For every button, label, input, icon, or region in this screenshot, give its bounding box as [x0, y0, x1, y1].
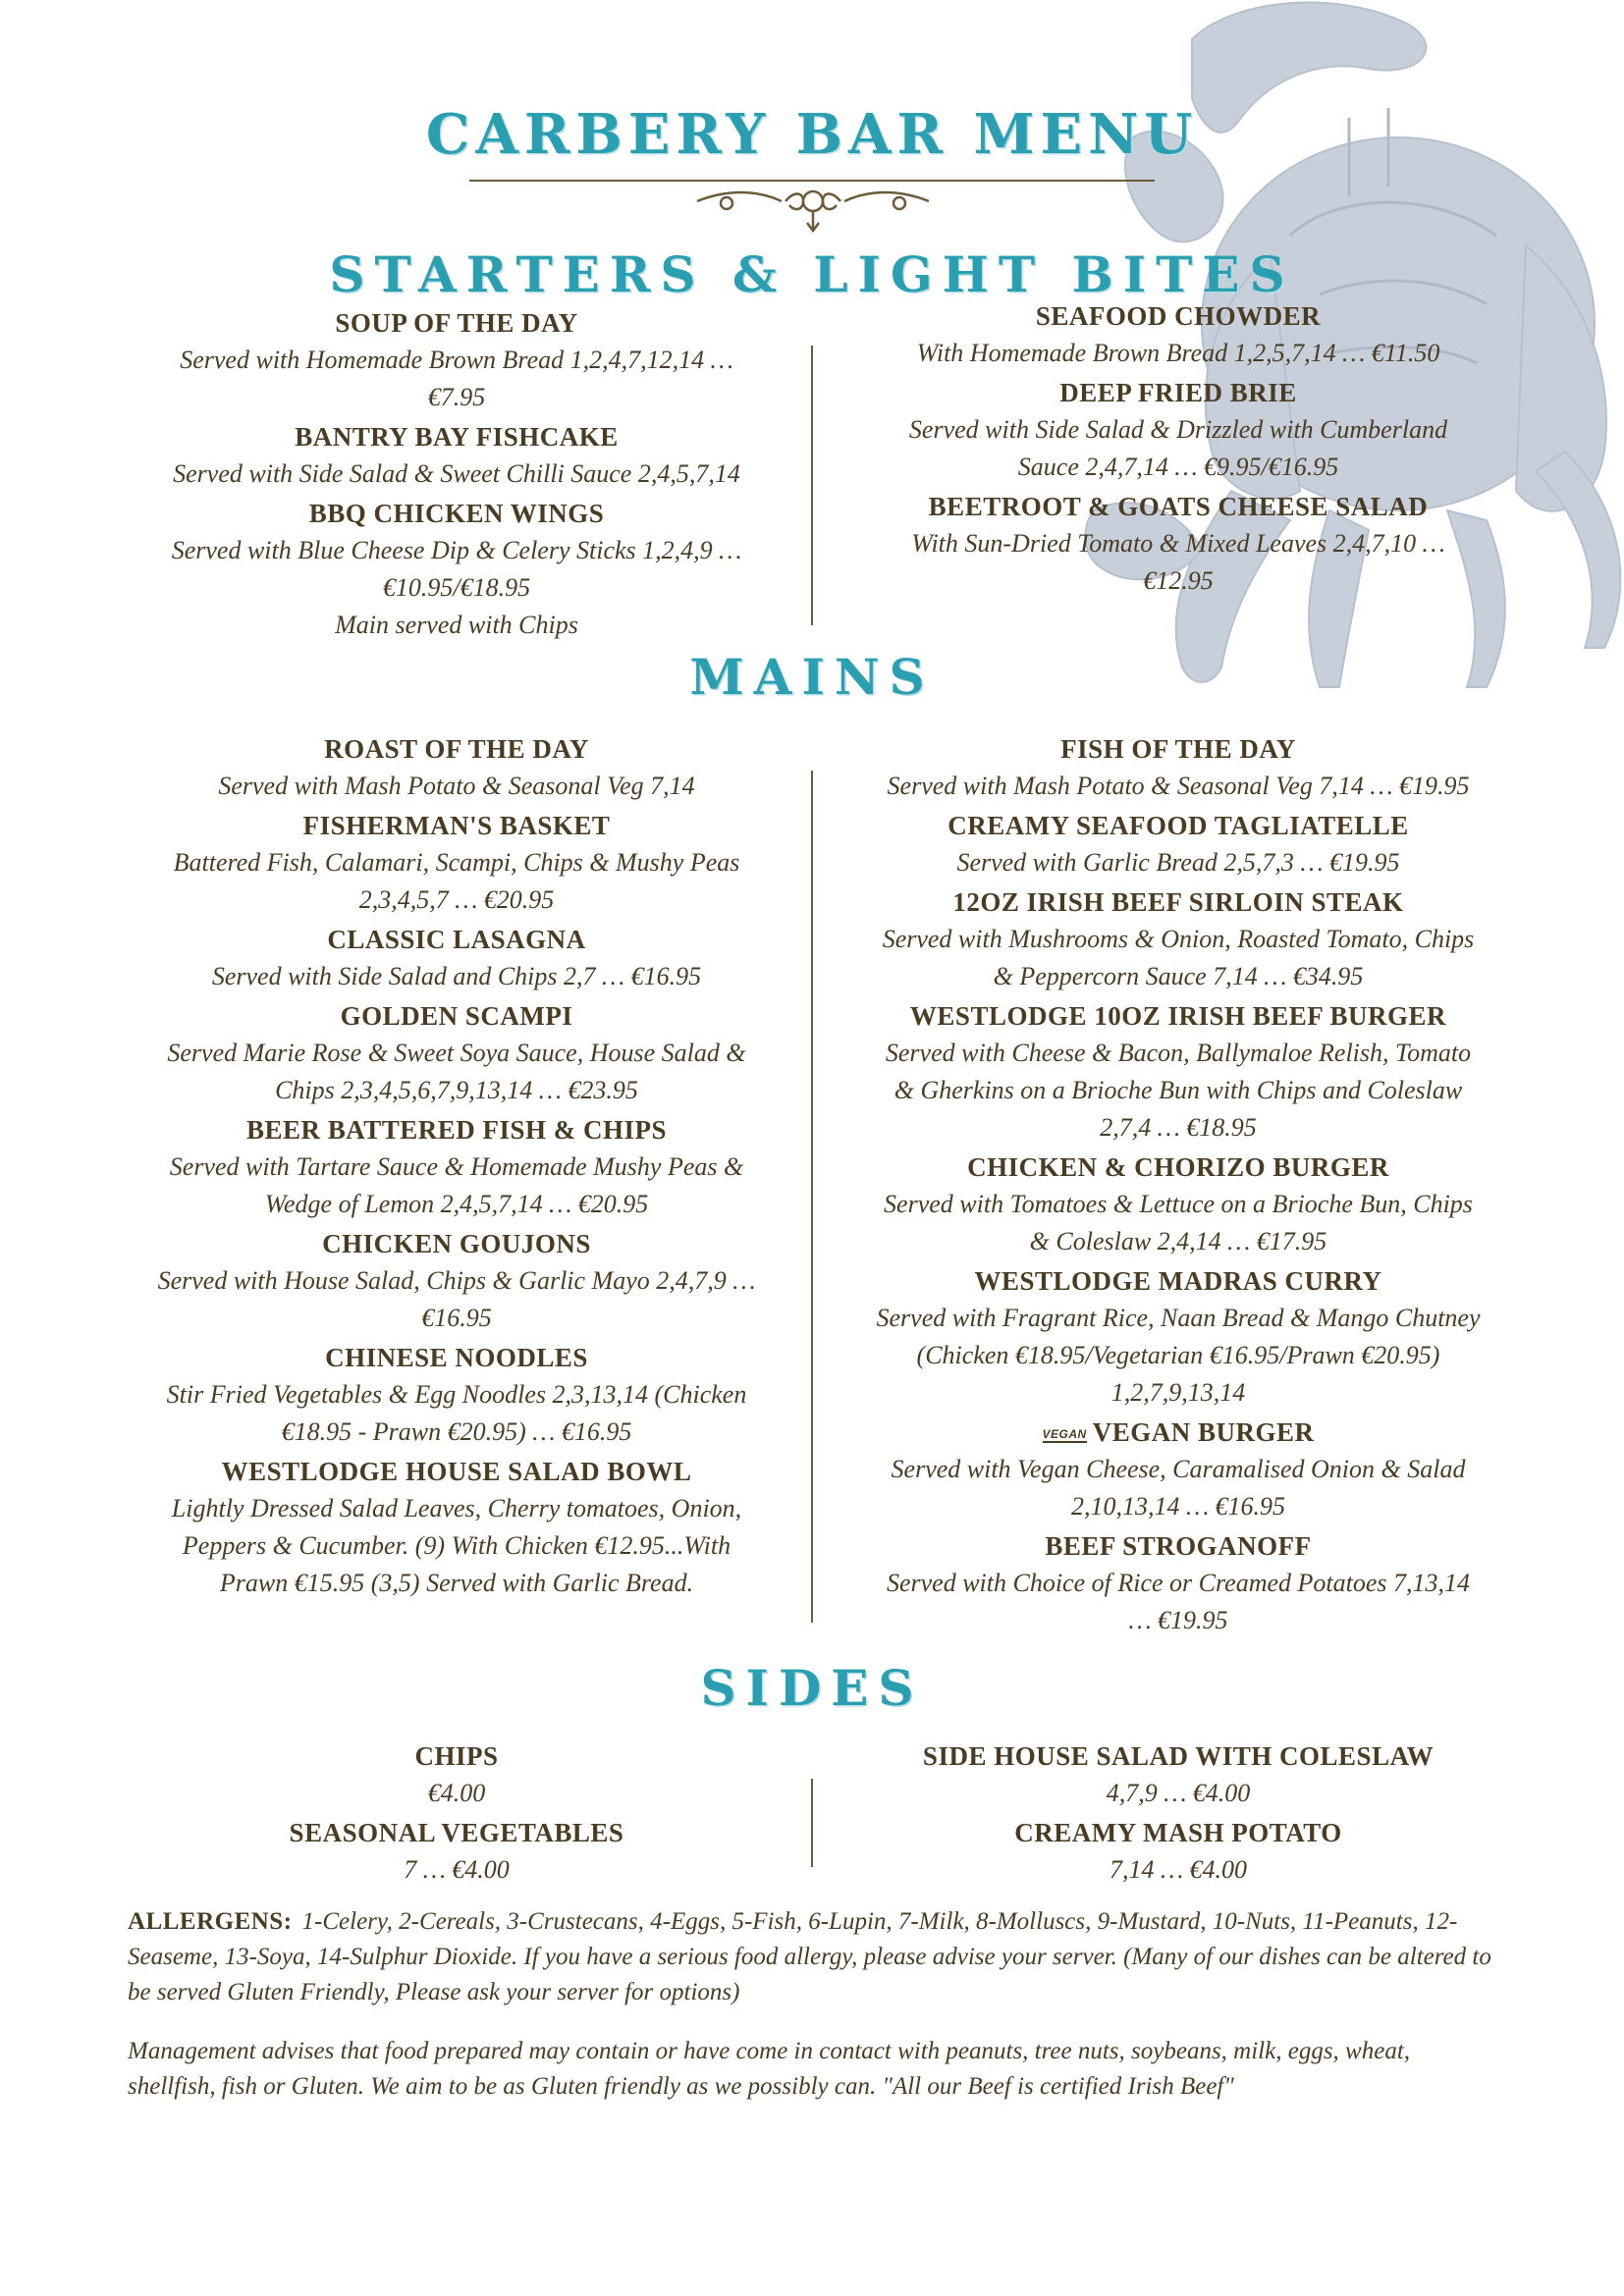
item-description: Served with Mushrooms & Onion, Roasted Tomato, Chips & Peppercorn Sauce 7,14 … €34.95	[882, 925, 1475, 990]
item-description: 4,7,9 … €4.00	[1106, 1779, 1251, 1807]
menu-item	[128, 807, 785, 919]
management-notice: Management advises that food prepared may contain or have come in contact with peanuts, tree nuts, soybeans, milk, eggs, wheat, shellfish, fish or Gluten. We aim to be as Gluten friendly as we possibly can. "All our Beef is certified Irish Beef"	[128, 2038, 1411, 2100]
menu-item	[128, 1737, 785, 1812]
menu-item	[128, 495, 785, 644]
title-rule	[469, 180, 1155, 182]
item-description: 7 … €4.00	[404, 1855, 510, 1884]
menu-item	[835, 1148, 1522, 1260]
item-description: Served with Blue Cheese Dip & Celery Sticks 1,2,4,9 … €10.95/€18.95 Main served with Chips	[171, 536, 742, 639]
item-description: 7,14 … €4.00	[1109, 1855, 1248, 1884]
allergens-label: ALLERGENS:	[128, 1908, 293, 1935]
item-name: BEETROOT & GOATS CHEESE SALAD	[928, 492, 1429, 521]
menu-item	[835, 1814, 1522, 1889]
item-description: Served with Side Salad & Drizzled with Cumberland Sauce 2,4,7,14 … €9.95/€16.95	[908, 415, 1448, 481]
menu-item	[835, 730, 1522, 805]
item-description: Served with Cheese & Bacon, Ballymaloe Relish, Tomato & Gherkins on a Brioche Bun with Chips and Coleslaw 2,7,4 … €18.95	[885, 1039, 1472, 1142]
item-name: WESTLODGE HOUSE SALAD BOWL	[221, 1457, 692, 1486]
menu-item	[835, 997, 1522, 1147]
item-description: Lightly Dressed Salad Leaves, Cherry tomatoes, Onion, Peppers & Cucumber. (9) With Chicken €12.95...With Prawn €15.95 (3,5) Served with Garlic Bread.	[171, 1494, 742, 1597]
menu-item	[835, 1414, 1522, 1525]
menu-item	[128, 1814, 785, 1889]
item-name: CHINESE NOODLES	[325, 1343, 588, 1372]
item-name: SIDE HOUSE SALAD WITH COLESLAW	[922, 1741, 1435, 1771]
item-name: GOLDEN SCAMPI	[340, 1001, 573, 1031]
starters-heading: STARTERS & LIGHT BITES	[329, 245, 1295, 303]
sides-heading: SIDES	[700, 1659, 924, 1717]
menu-item	[128, 1339, 785, 1451]
item-description: Served with Tomatoes & Lettuce on a Brioche Bun, Chips & Coleslaw 2,4,14 … €17.95	[884, 1190, 1473, 1255]
mains-left-column	[128, 730, 785, 1604]
menu-item	[128, 304, 785, 416]
item-name: CHIPS	[414, 1741, 499, 1771]
vegan-badge-icon: VEGAN	[1042, 1426, 1087, 1441]
item-name: CREAMY MASH POTATO	[1014, 1818, 1342, 1847]
item-description: With Sun-Dried Tomato & Mixed Leaves 2,4,7,10 … €12.95	[911, 529, 1445, 595]
menu-item	[128, 1453, 785, 1602]
item-name: SEAFOOD CHOWDER	[1035, 301, 1322, 331]
item-name: BBQ CHICKEN WINGS	[308, 499, 605, 528]
item-description: Served with Choice of Rice or Creamed Potatoes 7,13,14 … €19.95	[886, 1569, 1471, 1634]
menu-item	[835, 297, 1522, 372]
menu-item	[835, 1262, 1522, 1412]
item-description: Served with Mash Potato & Seasonal Veg 7,14 … €19.95	[887, 772, 1470, 800]
item-name: FISHERMAN'S BASKET	[302, 811, 611, 840]
flourish-ornament	[687, 184, 939, 237]
item-description: Served with Side Salad and Chips 2,7 … €16.95	[211, 962, 702, 990]
item-description: €4.00	[427, 1779, 486, 1807]
menu-item	[835, 1737, 1522, 1812]
sides-right-column	[835, 1737, 1522, 1891]
item-description: Served with Homemade Brown Bread 1,2,4,7,12,14 … €7.95	[180, 346, 733, 411]
item-name	[835, 1414, 1522, 1451]
item-description: Served with House Salad, Chips & Garlic Mayo 2,4,7,9 … €16.95	[157, 1266, 756, 1332]
item-name: CREAMY SEAFOOD TAGLIATELLE	[947, 811, 1409, 840]
item-name: CLASSIC LASAGNA	[327, 925, 586, 954]
column-divider	[811, 1779, 813, 1867]
item-name: ROAST OF THE DAY	[324, 734, 589, 764]
menu-item	[128, 418, 785, 493]
item-name: 12OZ IRISH BEEF SIRLOIN STEAK	[952, 887, 1404, 917]
menu-item	[835, 374, 1522, 486]
mains-heading: MAINS	[689, 648, 935, 706]
menu-item	[835, 883, 1522, 995]
mains-right-column	[835, 730, 1522, 1641]
menu-item	[128, 1111, 785, 1223]
item-description: Served with Garlic Bread 2,5,7,3 … €19.95	[956, 848, 1400, 877]
item-description: Served Marie Rose & Sweet Soya Sauce, House Salad & Chips 2,3,4,5,6,7,9,13,14 … €23.95	[167, 1039, 746, 1104]
item-name: WESTLODGE MADRAS CURRY	[974, 1266, 1382, 1296]
item-name: BEEF STROGANOFF	[1045, 1531, 1312, 1561]
item-name: WESTLODGE 10OZ IRISH BEEF BURGER	[909, 1001, 1447, 1031]
item-name: SOUP OF THE DAY	[335, 308, 578, 338]
menu-item	[128, 921, 785, 995]
item-name: BANTRY BAY FISHCAKE	[295, 422, 619, 452]
item-description: Served with Fragrant Rice, Naan Bread & Mango Chutney (Chicken €18.95/Vegetarian €16.95/Prawn €20.95) 1,2,7,9,13,14	[876, 1304, 1481, 1407]
menu-item	[835, 807, 1522, 881]
menu-item	[128, 997, 785, 1109]
item-description: Served with Tartare Sauce & Homemade Mushy Peas & Wedge of Lemon 2,4,5,7,14 … €20.95	[169, 1152, 744, 1218]
allergens-notice	[128, 1904, 1502, 2010]
item-description: Served with Vegan Cheese, Caramalised Onion & Salad 2,10,13,14 … €16.95	[891, 1455, 1466, 1521]
menu-title: CARBERY BAR MENU	[425, 102, 1199, 167]
column-divider	[811, 771, 813, 1623]
item-description: Stir Fried Vegetables & Egg Noodles 2,3,13,14 (Chicken €18.95 - Prawn €20.95) … €16.95	[166, 1380, 747, 1446]
menu-item	[835, 1527, 1522, 1639]
menu-item	[128, 1225, 785, 1337]
item-description: Served with Side Salad & Sweet Chilli Sauce 2,4,5,7,14	[173, 459, 740, 488]
sides-left-column	[128, 1737, 785, 1891]
menu-item	[128, 730, 785, 805]
item-name: SEASONAL VEGETABLES	[289, 1818, 624, 1847]
menu-item	[835, 488, 1522, 600]
starters-right-column	[835, 297, 1522, 602]
item-description: Battered Fish, Calamari, Scampi, Chips & Mushy Peas 2,3,4,5,7 … €20.95	[173, 848, 740, 914]
item-description: Served with Mash Potato & Seasonal Veg 7,14	[218, 772, 695, 800]
item-name: BEER BATTERED FISH & CHIPS	[245, 1115, 668, 1145]
item-name: CHICKEN GOUJONS	[322, 1229, 591, 1258]
column-divider	[811, 346, 813, 625]
item-name-text: VEGAN BURGER	[1092, 1417, 1315, 1447]
allergens-text: 1-Celery, 2-Cereals, 3-Crustecans, 4-Eggs, 5-Fish, 6-Lupin, 7-Milk, 8-Molluscs, 9-Mustard, 10-Nuts, 11-Peanuts, 12-Seaseme, 13-Soya, 14-Sulphur Dioxide. If you have a serious food allergy, please advise your server. (Many of our dishes can be altered to be served Gluten Friendly, Please ask your server for options)	[128, 1908, 1491, 2005]
item-name: DEEP FRIED BRIE	[1059, 378, 1297, 407]
item-description: With Homemade Brown Bread 1,2,5,7,14 … €11.50	[916, 339, 1440, 367]
starters-left-column	[128, 304, 785, 646]
item-name: CHICKEN & CHORIZO BURGER	[967, 1152, 1389, 1182]
item-name: FISH OF THE DAY	[1060, 734, 1296, 764]
